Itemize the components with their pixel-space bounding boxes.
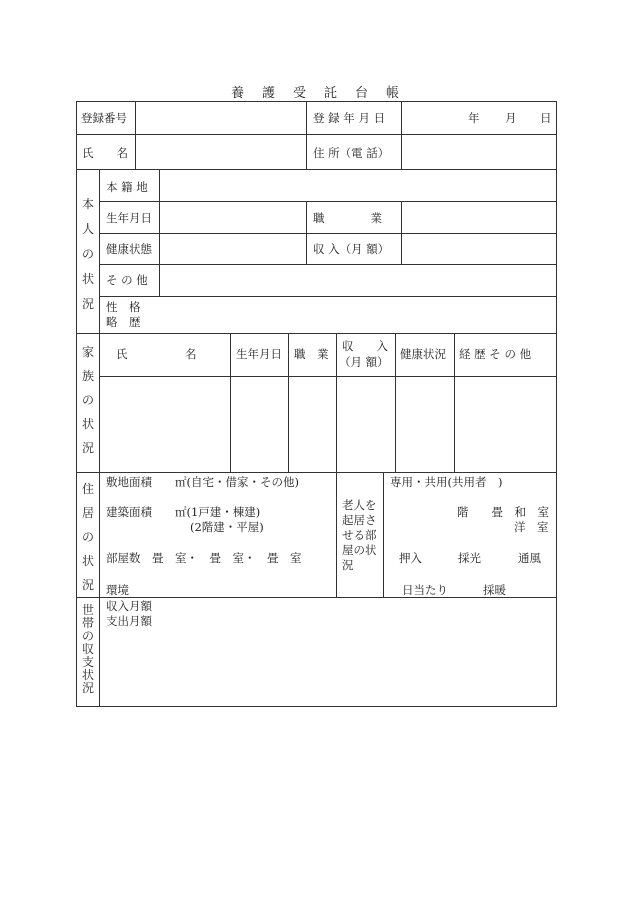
family-income-month-header: （月 額） [339, 355, 389, 369]
title-char: 受 [292, 86, 306, 101]
side-label-char: 人 [81, 222, 94, 236]
birth-label: 生年月日 [106, 211, 152, 225]
ventilation-label: 通風 [518, 551, 541, 565]
environment-label: 環境 [106, 583, 129, 597]
honseki-label: 本 籍 地 [106, 180, 148, 194]
household-status-side-label [81, 604, 95, 695]
side-label-char: 況 [81, 441, 94, 455]
title-char: 護 [261, 86, 275, 101]
elder-room-line: 屋の状 [342, 543, 377, 557]
address-label: 住 所（電 話） [313, 146, 390, 160]
income-monthly-label: 収入月額 [106, 599, 152, 613]
side-label-char: 帯 [81, 616, 94, 630]
title-char: 台 [355, 86, 369, 101]
day-label: 日 [540, 111, 552, 125]
western-room-label: 洋 室 [514, 520, 549, 534]
other-label: そ の 他 [106, 273, 148, 287]
elder-room-label [342, 498, 377, 573]
lighting-label: 採光 [458, 551, 481, 565]
elder-room-line: 況 [342, 558, 354, 572]
side-label-char: の [81, 393, 94, 407]
side-label-char: 状 [81, 417, 94, 431]
history-label: 略 歴 [106, 315, 141, 329]
family-health-header: 健康状況 [400, 347, 446, 361]
room-use-label: 専用・共用(共用者 ) [390, 475, 503, 489]
year-label: 年 [468, 111, 480, 125]
heating-label: 採暖 [483, 583, 506, 597]
income-label: 収 入（月 額） [313, 242, 390, 256]
side-label-char: の [81, 247, 94, 261]
family-job-header: 職 業 [294, 347, 329, 361]
rooms-label: 部屋数 畳 室・ 畳 室・ 畳 室 [106, 551, 302, 565]
elder-room-line: せる部 [342, 528, 377, 542]
title-char: 帳 [386, 86, 400, 101]
sunlight-label: 日当たり [402, 583, 448, 597]
side-label-char: の [81, 530, 94, 544]
side-label-char: 収 [81, 642, 94, 656]
side-label-char: 状 [81, 554, 94, 568]
building-area-label: 建築面積 ㎡(1戸建・棟建) [106, 505, 261, 519]
building-type-label: (2階建・平屋) [190, 520, 264, 534]
side-label-char: 況 [81, 578, 94, 592]
side-label-char: 世 [81, 603, 94, 617]
expense-monthly-label: 支出月額 [106, 614, 152, 628]
side-label-char: 族 [81, 369, 94, 383]
title-char: 託 [324, 86, 338, 101]
side-label-char: 居 [81, 506, 94, 520]
side-label-char: の [81, 629, 94, 643]
family-name-header: 氏 名 [116, 347, 197, 361]
reg-no-label: 登録番号 [81, 111, 127, 125]
reg-date-label: 登 録 年 月 日 [313, 111, 386, 125]
side-label-char: 況 [81, 681, 94, 695]
month-label: 月 [505, 111, 517, 125]
side-label-char: 況 [81, 297, 94, 311]
family-history-header: 経 歴 そ の 他 [459, 347, 532, 361]
side-label-char: 状 [81, 668, 94, 682]
name-label: 氏 名 [82, 146, 128, 160]
family-birth-header: 生年月日 [236, 347, 282, 361]
side-label-char: 本 [81, 197, 94, 211]
housing-status-side-label [81, 483, 95, 603]
side-label-char: 状 [81, 272, 94, 286]
character-label: 性 格 [106, 300, 141, 314]
health-label: 健康状態 [106, 242, 152, 256]
closet-label: 押入 [399, 551, 422, 565]
title-char: 養 [230, 86, 244, 101]
family-income-header: 収 入 [342, 339, 388, 353]
side-label-char: 家 [81, 345, 94, 359]
side-label-char: 住 [81, 482, 94, 496]
elder-room-line: 起居さ [342, 513, 377, 527]
self-status-side-label [81, 198, 95, 323]
family-status-side-label [81, 346, 95, 466]
side-label-char: 支 [81, 655, 94, 669]
job-label: 職 業 [313, 211, 382, 225]
elder-room-line: 老人を [342, 498, 377, 512]
floor-japanese-room-label: 階 畳 和 室 [457, 505, 549, 519]
site-area-label: 敷地面積 ㎡(自宅・借家・その他) [106, 475, 299, 489]
